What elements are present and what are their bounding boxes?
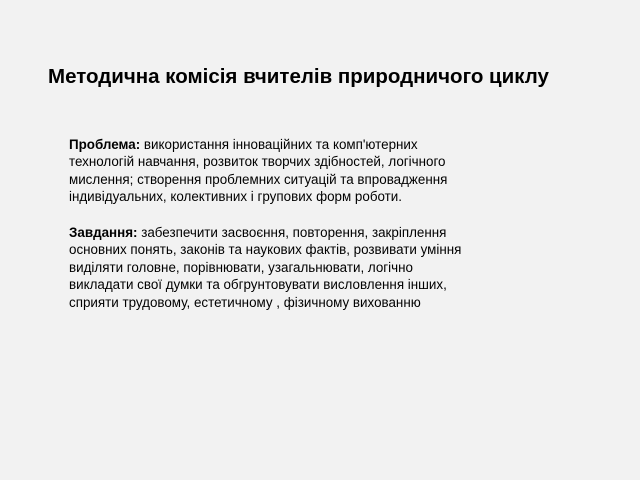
tasks-text-1: забезпечити засвоєння, повторення, закріплення <box>137 225 447 240</box>
tasks-label: Завдання: <box>69 225 138 240</box>
problem-line-4: індивідуальних, колективних і групових форм роботи. <box>69 189 402 205</box>
tasks-line-2: основних понять, законів та наукових фактів, розвивати уміння <box>69 242 462 258</box>
problem-label: Проблема: <box>69 137 141 152</box>
problem-line-2: технологій навчання, розвиток творчих здібностей, логічного <box>69 154 446 170</box>
problem-text-1: використання інноваційних та комп'ютерних <box>140 137 418 152</box>
problem-line-1 <box>69 136 539 153</box>
slide-title: Методична комісія вчителів природничого циклу <box>48 65 549 88</box>
tasks-paragraph <box>69 224 539 311</box>
tasks-line-4: викладати свої думки та обгрунтовувати висловлення інших, <box>69 277 447 293</box>
problem-line-3: мислення; створення проблемних ситуацій та впровадження <box>69 171 448 187</box>
problem-paragraph <box>69 136 539 206</box>
tasks-line-1 <box>69 224 539 241</box>
tasks-line-3: виділяти головне, порівнювати, узагальнювати, логічно <box>69 259 413 275</box>
tasks-line-5: сприяти трудовому, естетичному , фізичному вихованню <box>69 294 421 310</box>
